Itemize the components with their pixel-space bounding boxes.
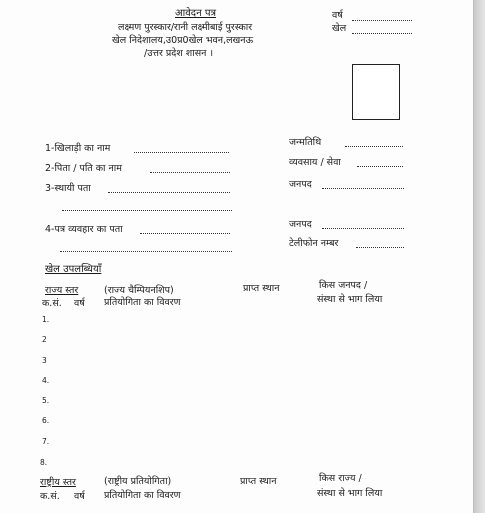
state-row-3: 3: [42, 356, 47, 365]
state-row-4: 4.: [42, 376, 50, 385]
telephone-field[interactable]: [356, 247, 404, 248]
national-details-header: प्रतियोगिता का विवरण: [104, 490, 181, 501]
year-field[interactable]: [352, 20, 412, 21]
sport-label: खेल: [332, 23, 347, 34]
state-position-header: प्राप्त स्थान: [243, 283, 280, 294]
district-field-2[interactable]: [322, 228, 404, 229]
correspondence-address-field[interactable]: [140, 233, 230, 234]
state-row-7: 7.: [42, 437, 50, 446]
state-sno-header: क.सं.: [42, 298, 62, 309]
father-name-field[interactable]: [150, 172, 230, 173]
permanent-address-label: 3-स्थायी पता: [45, 183, 91, 194]
state-district-header-2: संस्था से भाग लिया: [317, 294, 383, 305]
telephone-label: टेलीफोन नम्बर: [289, 238, 339, 249]
state-row-5: 5.: [42, 396, 50, 405]
page-shadow: [474, 0, 485, 513]
state-district-header-1: किस जनपद /: [319, 280, 368, 291]
permanent-address-field[interactable]: [108, 192, 230, 193]
achievements-heading: खेल उपलब्धियाँ: [45, 264, 102, 275]
occupation-field[interactable]: [357, 166, 403, 167]
photo-box: [352, 64, 400, 120]
national-position-header: प्राप्त स्थान: [240, 476, 277, 487]
player-name-field[interactable]: [134, 152, 229, 153]
state-year-header: वर्ष: [74, 298, 85, 309]
dob-label: जन्मतिथि: [289, 137, 322, 148]
state-level-label: राज्य स्तर: [45, 285, 79, 296]
national-state-header-1: किस राज्य /: [319, 473, 362, 484]
national-state-header-2: संस्था से भाग लिया: [317, 488, 383, 499]
dob-field[interactable]: [345, 146, 403, 147]
directorate-address: खेल निदेशालय,उ0प्र0खेल भवन,लखनऊ: [112, 35, 254, 46]
correspondence-address-field-2[interactable]: [60, 251, 232, 252]
national-year-header: वर्ष: [74, 491, 85, 502]
national-level-label: राष्ट्रीय स्तर: [40, 477, 76, 488]
year-label: वर्ष: [332, 10, 343, 21]
state-row-1: 1.: [42, 315, 50, 324]
district-label: जनपद: [289, 179, 312, 190]
national-level-desc: (राष्ट्रीय प्रतियोगिता): [104, 476, 172, 487]
permanent-address-field-2[interactable]: [62, 210, 232, 211]
sport-field[interactable]: [352, 33, 412, 34]
national-sno-header: क.सं.: [40, 491, 60, 502]
state-row-8: 8.: [40, 458, 48, 467]
form-title: आवेदन पत्र: [175, 8, 217, 19]
state-row-2: 2: [42, 335, 47, 344]
state-level-desc: (राज्य चैम्पियनशिप): [104, 285, 174, 296]
state-details-header: प्रतियोगिता का विवरण: [104, 297, 181, 308]
father-name-label: 2-पिता / पति का नाम: [45, 163, 122, 174]
district-field[interactable]: [322, 188, 404, 189]
correspondence-address-label: 4-पत्र व्यवहार का पता: [45, 224, 123, 235]
occupation-label: व्यवसाय / सेवा: [289, 157, 341, 168]
player-name-label: 1-खिलाड़ी का नाम: [45, 143, 111, 154]
government-line: /उत्तर प्रदेश शासन ।: [144, 48, 214, 59]
state-row-6: 6.: [42, 416, 50, 425]
award-names: लक्ष्मण पुरस्कार/रानी लक्ष्मीबाई पुरस्कार: [118, 22, 253, 33]
district-label-2: जनपद: [289, 219, 312, 230]
